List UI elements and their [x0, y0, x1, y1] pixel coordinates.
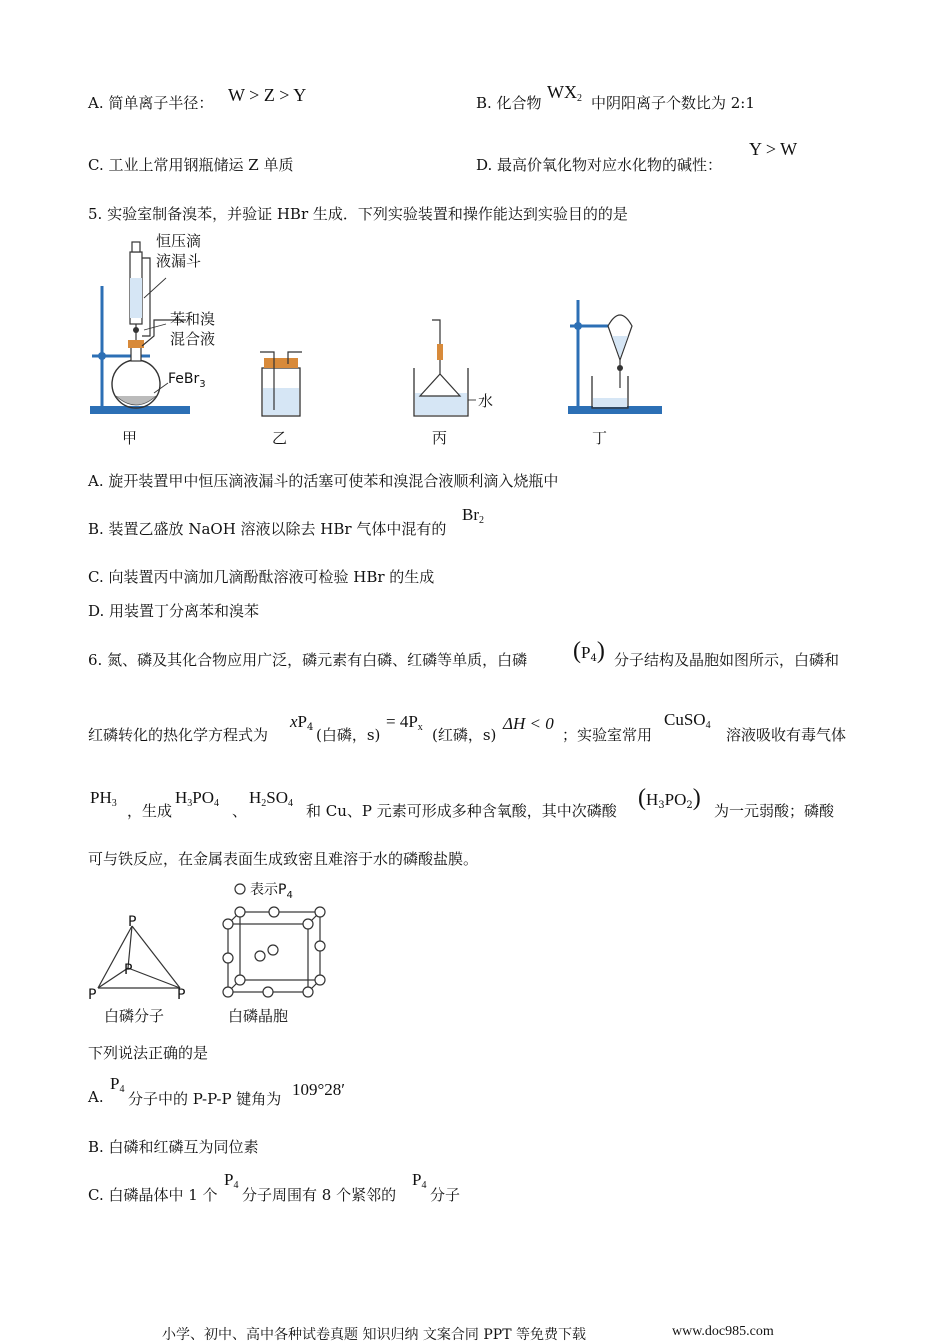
caption-molecule: 白磷分子 — [104, 1007, 165, 1025]
q5-option-d: D. 用装置丁分离苯和溴苯 — [88, 602, 260, 620]
atom-p-left: P — [88, 987, 97, 1003]
q6-red-formula: = $4P_x$ — [386, 712, 423, 733]
q6-ph3: $PH_3$ — [90, 788, 117, 809]
apparatus-yi — [260, 352, 302, 447]
q6-option-c: C. 白磷晶体中 1 个 — [88, 1186, 218, 1204]
caption-bing: 丙 — [432, 429, 448, 447]
bing-funnel — [420, 374, 460, 396]
q6-phosphorus-figure — [80, 876, 340, 1032]
atom-p-right: P — [177, 987, 186, 1003]
apparatus-ding — [568, 300, 662, 447]
legend-text: 表示$P_4$ — [250, 882, 293, 901]
q6-line-1-post: 分子结构及晶胞如图所示，白磷和 — [614, 651, 840, 669]
q6-h3po2: $(H_3PO_2)$ — [638, 785, 701, 811]
q5-option-a: A. 旋开装置甲中恒压滴液漏斗的活塞可使苯和溴混合液顺利滴入烧瓶中 — [88, 472, 559, 490]
q4-option-a: A. 简单离子半径： — [88, 94, 214, 112]
q6-line-3-d: 为一元弱酸；磷酸 — [714, 802, 835, 820]
atom-p-top: P — [128, 914, 137, 930]
q6-option-a-prefix: A. — [88, 1088, 104, 1106]
q6-line-3-a: ，生成 — [127, 802, 173, 820]
q4-option-b-tail: 中阴阳离子个数比为 2:1 — [591, 94, 755, 112]
q6-line-3-c: 和 Cu、P 元素可形成多种含氧酸，其中次磷酸 — [306, 802, 617, 820]
white-phosphorus-unit-cell — [223, 881, 325, 1025]
q6-option-a-p4: $P_4$ — [110, 1074, 125, 1095]
q6-line-1-p4: $(P_4)$ — [573, 638, 605, 664]
q6-h2so4: $H_2SO_4$ — [249, 788, 294, 809]
label-mix-1: 苯和溴 — [170, 310, 216, 328]
q4-option-c: C. 工业上常用钢瓶储运 Z 单质 — [88, 156, 294, 174]
caption-unit-cell: 白磷晶胞 — [228, 1007, 289, 1025]
q4-option-d: D. 最高价氧化物对应水化物的碱性： — [476, 156, 723, 174]
q6-line-2: 红磷转化的热化学方程式为 — [88, 726, 269, 744]
label-mix-2: 混合液 — [170, 330, 216, 348]
q5-option-b-formula: $Br_2$ — [462, 505, 484, 526]
q6-white-phosphorus: (白磷，s) — [316, 726, 381, 744]
q6-line-3-b: 、 — [232, 802, 248, 820]
q6-option-c-p4-b: $P_4$ — [412, 1170, 427, 1191]
q6-question: 下列说法正确的是 — [88, 1044, 209, 1062]
jia-pressure-tube — [142, 258, 150, 336]
q6-line-4: 可与铁反应，在金属表面生成致密且难溶于水的磷酸盐膜。 — [88, 850, 479, 868]
footer-url[interactable]: www.doc985.com — [672, 1324, 774, 1339]
q5-option-b: B. 装置乙盛放 NaOH 溶液以除去 HBr 气体中混有的 — [88, 520, 447, 538]
q6-line-2-post: 溶液吸收有毒气体 — [726, 726, 847, 744]
apparatus-jia — [90, 232, 215, 447]
q5-stem: 5. 实验室制备溴苯，并验证 HBr 生成．下列实验装置和操作能达到实验目的的是 — [88, 205, 628, 223]
q5-option-c: C. 向装置丙中滴加几滴酚酞溶液可检验 HBr 的生成 — [88, 568, 435, 586]
q6-line-1: 6. 氮、磷及其化合物应用广泛，磷元素有白磷、红磷等单质，白磷 — [88, 651, 528, 669]
q6-cuso4: CuSO$_4$ — [664, 710, 711, 731]
caption-yi: 乙 — [272, 429, 288, 447]
q4-option-b: B. 化合物 — [476, 94, 542, 112]
q6-option-b: B. 白磷和红磷互为同位素 — [88, 1138, 259, 1156]
q6-option-c-p4-a: $P_4$ — [224, 1170, 239, 1191]
yi-stopper — [264, 358, 298, 368]
white-phosphorus-molecule — [88, 914, 185, 1025]
q6-option-c-mid: 分子周围有 8 个紧邻的 — [242, 1186, 397, 1204]
q4-option-a-math: W > Z > Y — [228, 85, 307, 105]
label-funnel-2: 液漏斗 — [156, 252, 202, 270]
q6-h3po4: $H_3PO_4$ — [175, 788, 220, 809]
caption-jia: 甲 — [122, 429, 138, 447]
q4-option-d-math: Y > W — [749, 139, 798, 159]
q6-delta-h: ΔH < 0 — [503, 714, 554, 733]
q5-apparatus-figure — [80, 228, 680, 453]
q6-equation: $xP_4$ — [290, 712, 314, 733]
atom-p-center: P — [124, 962, 133, 978]
label-febr3: FeBr$_3$ — [168, 371, 206, 390]
q6-line-2-mid: ；实验室常用 — [562, 726, 653, 744]
apparatus-bing — [414, 320, 493, 447]
q6-red-phosphorus: (红磷，s) — [432, 726, 497, 744]
label-water: 水 — [478, 392, 494, 410]
label-funnel-1: 恒压滴 — [156, 232, 202, 250]
footer-text: 小学、初中、高中各种试卷真题 知识归纳 文案合同 PPT 等免费下载 — [162, 1327, 586, 1343]
q4-option-b-formula: $WX_2$ — [547, 82, 582, 104]
jia-stopper — [128, 340, 144, 348]
q6-option-a: 分子中的 P-P-P 键角为 — [128, 1090, 282, 1108]
legend-circle — [235, 884, 245, 894]
ding-stand-base — [568, 406, 662, 414]
q6-option-c-post: 分子 — [430, 1186, 461, 1204]
caption-ding: 丁 — [592, 429, 608, 447]
q6-option-a-angle: 109°28′ — [292, 1080, 346, 1099]
